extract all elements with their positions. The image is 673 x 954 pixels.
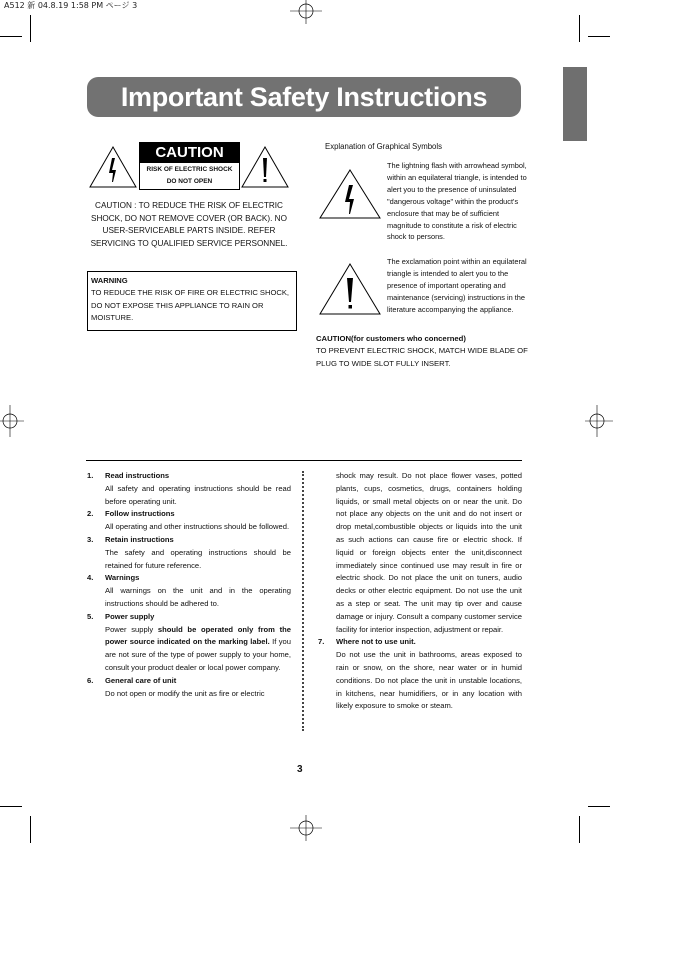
- crop-mark: [30, 15, 31, 42]
- instruction-item: [87, 611, 291, 675]
- column-divider: [302, 471, 304, 731]
- instruction-text-part: Power supply: [105, 624, 158, 634]
- registration-mark-icon: [290, 815, 322, 841]
- instruction-number: 6.: [87, 675, 94, 685]
- instruction-number: 7.: [318, 637, 325, 647]
- caution-subtext: [140, 164, 239, 188]
- instruction-number: 3.: [87, 534, 94, 544]
- caution-label: [139, 142, 240, 190]
- instruction-number: 2.: [87, 509, 94, 519]
- warning-text: TO REDUCE THE RISK OF FIRE OR ELECTRIC SHOCK, DO NOT EXPOSE THIS APPLIANCE TO RAIN OR MOISTURE.: [91, 288, 290, 323]
- instruction-title: Retain instructions: [105, 534, 174, 544]
- section-divider: [86, 460, 522, 461]
- instructions-right-column: [318, 470, 522, 713]
- registration-mark-icon: [0, 405, 24, 437]
- instruction-title: Warnings: [105, 573, 140, 583]
- instruction-item: [87, 508, 291, 534]
- instruction-text: All safety and operating instructions should be read before operating unit.: [105, 483, 291, 506]
- instruction-text: Do not open or modify the unit as fire or electric: [105, 688, 265, 698]
- instruction-text: [105, 624, 291, 675]
- registration-mark-icon: [585, 405, 613, 437]
- crop-mark: [588, 806, 610, 807]
- registration-mark-icon: [290, 0, 322, 24]
- warning-box: [87, 271, 297, 331]
- instruction-text: Do not use the unit in bathrooms, areas exposed to rain or snow, on the shore, near water or in humid conditions. Do not place the unit in unstable locations, in kitchens, near humidifiers, or in any location with likely exposure to smoke or steam.: [336, 650, 522, 711]
- customer-caution-heading: CAUTION(for customers who concerned): [316, 334, 466, 343]
- instructions-left-column: [87, 470, 291, 700]
- lightning-triangle-icon: [88, 145, 138, 189]
- page-number: 3: [297, 764, 303, 775]
- instruction-number: 5.: [87, 611, 94, 621]
- instruction-item: [87, 470, 291, 508]
- instruction-continuation: shock may result. Do not place flower vases, potted plants, cups, cosmetics, drugs, containers holding liquids, or small metal objects on or near the unit. Do not place any objects on the unit and do not insert or drop metal,combustible objects or liquids into the unit as such actions can cause fire or electric shock. If liquid or foreign objects enter the unit,disconnect immediately since continued use may result in fire or electric shock. Do not place the unit on tuners, audio decks or other electric equipment. Do not use the unit as a step or seat. The unit may tip over and cause damage or injury. Consult a company customer service facility for interior inspection, adjustment or repair.: [336, 471, 522, 634]
- exclamation-triangle-icon: [318, 262, 382, 316]
- crop-mark: [30, 816, 31, 843]
- section-tab: [563, 67, 587, 141]
- caution-heading: CAUTION: [140, 143, 239, 163]
- crop-mark: [0, 806, 22, 807]
- instruction-title: Read instructions: [105, 471, 170, 480]
- instruction-item: [87, 572, 291, 610]
- instruction-text-bold: should be operated only from the power source indicated on the marking label.: [105, 624, 291, 647]
- crop-mark: [579, 15, 580, 42]
- instruction-text-part: If you are not sure of the type of power supply to your home, consult your product dealer or local power company.: [105, 637, 291, 672]
- exclamation-triangle-icon: [240, 145, 290, 189]
- instruction-item: [87, 534, 291, 572]
- caution-line: DO NOT OPEN: [166, 178, 213, 185]
- warning-heading: WARNING: [91, 276, 128, 285]
- instruction-item: [87, 675, 291, 701]
- customer-caution: [316, 333, 528, 370]
- print-header-meta: A512 新 04.8.19 1:58 PM ページ 3: [4, 1, 138, 10]
- exclamation-explanation: The exclamation point within an equilateral triangle is intended to alert you to the presence of important operating and maintenance (servicing) instructions in the literature accompanying the appliance.: [387, 257, 527, 314]
- instruction-number: 4.: [87, 573, 94, 583]
- instruction-title: Power supply: [105, 611, 155, 621]
- symbols-heading: Explanation of Graphical Symbols: [325, 142, 443, 151]
- lightning-triangle-icon: [318, 168, 382, 220]
- crop-mark: [0, 36, 22, 37]
- instruction-text: All operating and other instructions should be followed.: [105, 522, 290, 532]
- instruction-title: General care of unit: [105, 675, 177, 685]
- instruction-title: Where not to use unit.: [336, 637, 416, 647]
- caution-line: RISK OF ELECTRIC SHOCK: [146, 166, 233, 173]
- instruction-title: Follow instructions: [105, 509, 175, 519]
- crop-mark: [579, 816, 580, 843]
- caution-text: CAUTION : TO REDUCE THE RISK OF ELECTRIC SHOCK, DO NOT REMOVE COVER (OR BACK). NO USER-SERVICEABLE PARTS INSIDE. REFER SERVICING TO QUALIFIED SERVICE PERSONNEL.: [90, 201, 288, 248]
- page-title: Important Safety Instructions: [87, 77, 521, 117]
- instruction-number: 1.: [87, 471, 94, 480]
- instruction-item: [318, 636, 522, 713]
- lightning-explanation: The lightning flash with arrowhead symbol, within an equilateral triangle, is intended to alert you to the presence of uninsulated "dangerous voltage" within the product's enclosure that may be of sufficient magnitude to constitute a risk of electric shock to persons.: [387, 161, 527, 242]
- instruction-text: The safety and operating instructions should be retained for future reference.: [105, 547, 291, 570]
- crop-mark: [588, 36, 610, 37]
- customer-caution-text: TO PREVENT ELECTRIC SHOCK, MATCH WIDE BLADE OF PLUG TO WIDE SLOT FULLY INSERT.: [316, 346, 528, 368]
- instruction-text: All warnings on the unit and in the operating instructions should be adhered to.: [105, 586, 291, 608]
